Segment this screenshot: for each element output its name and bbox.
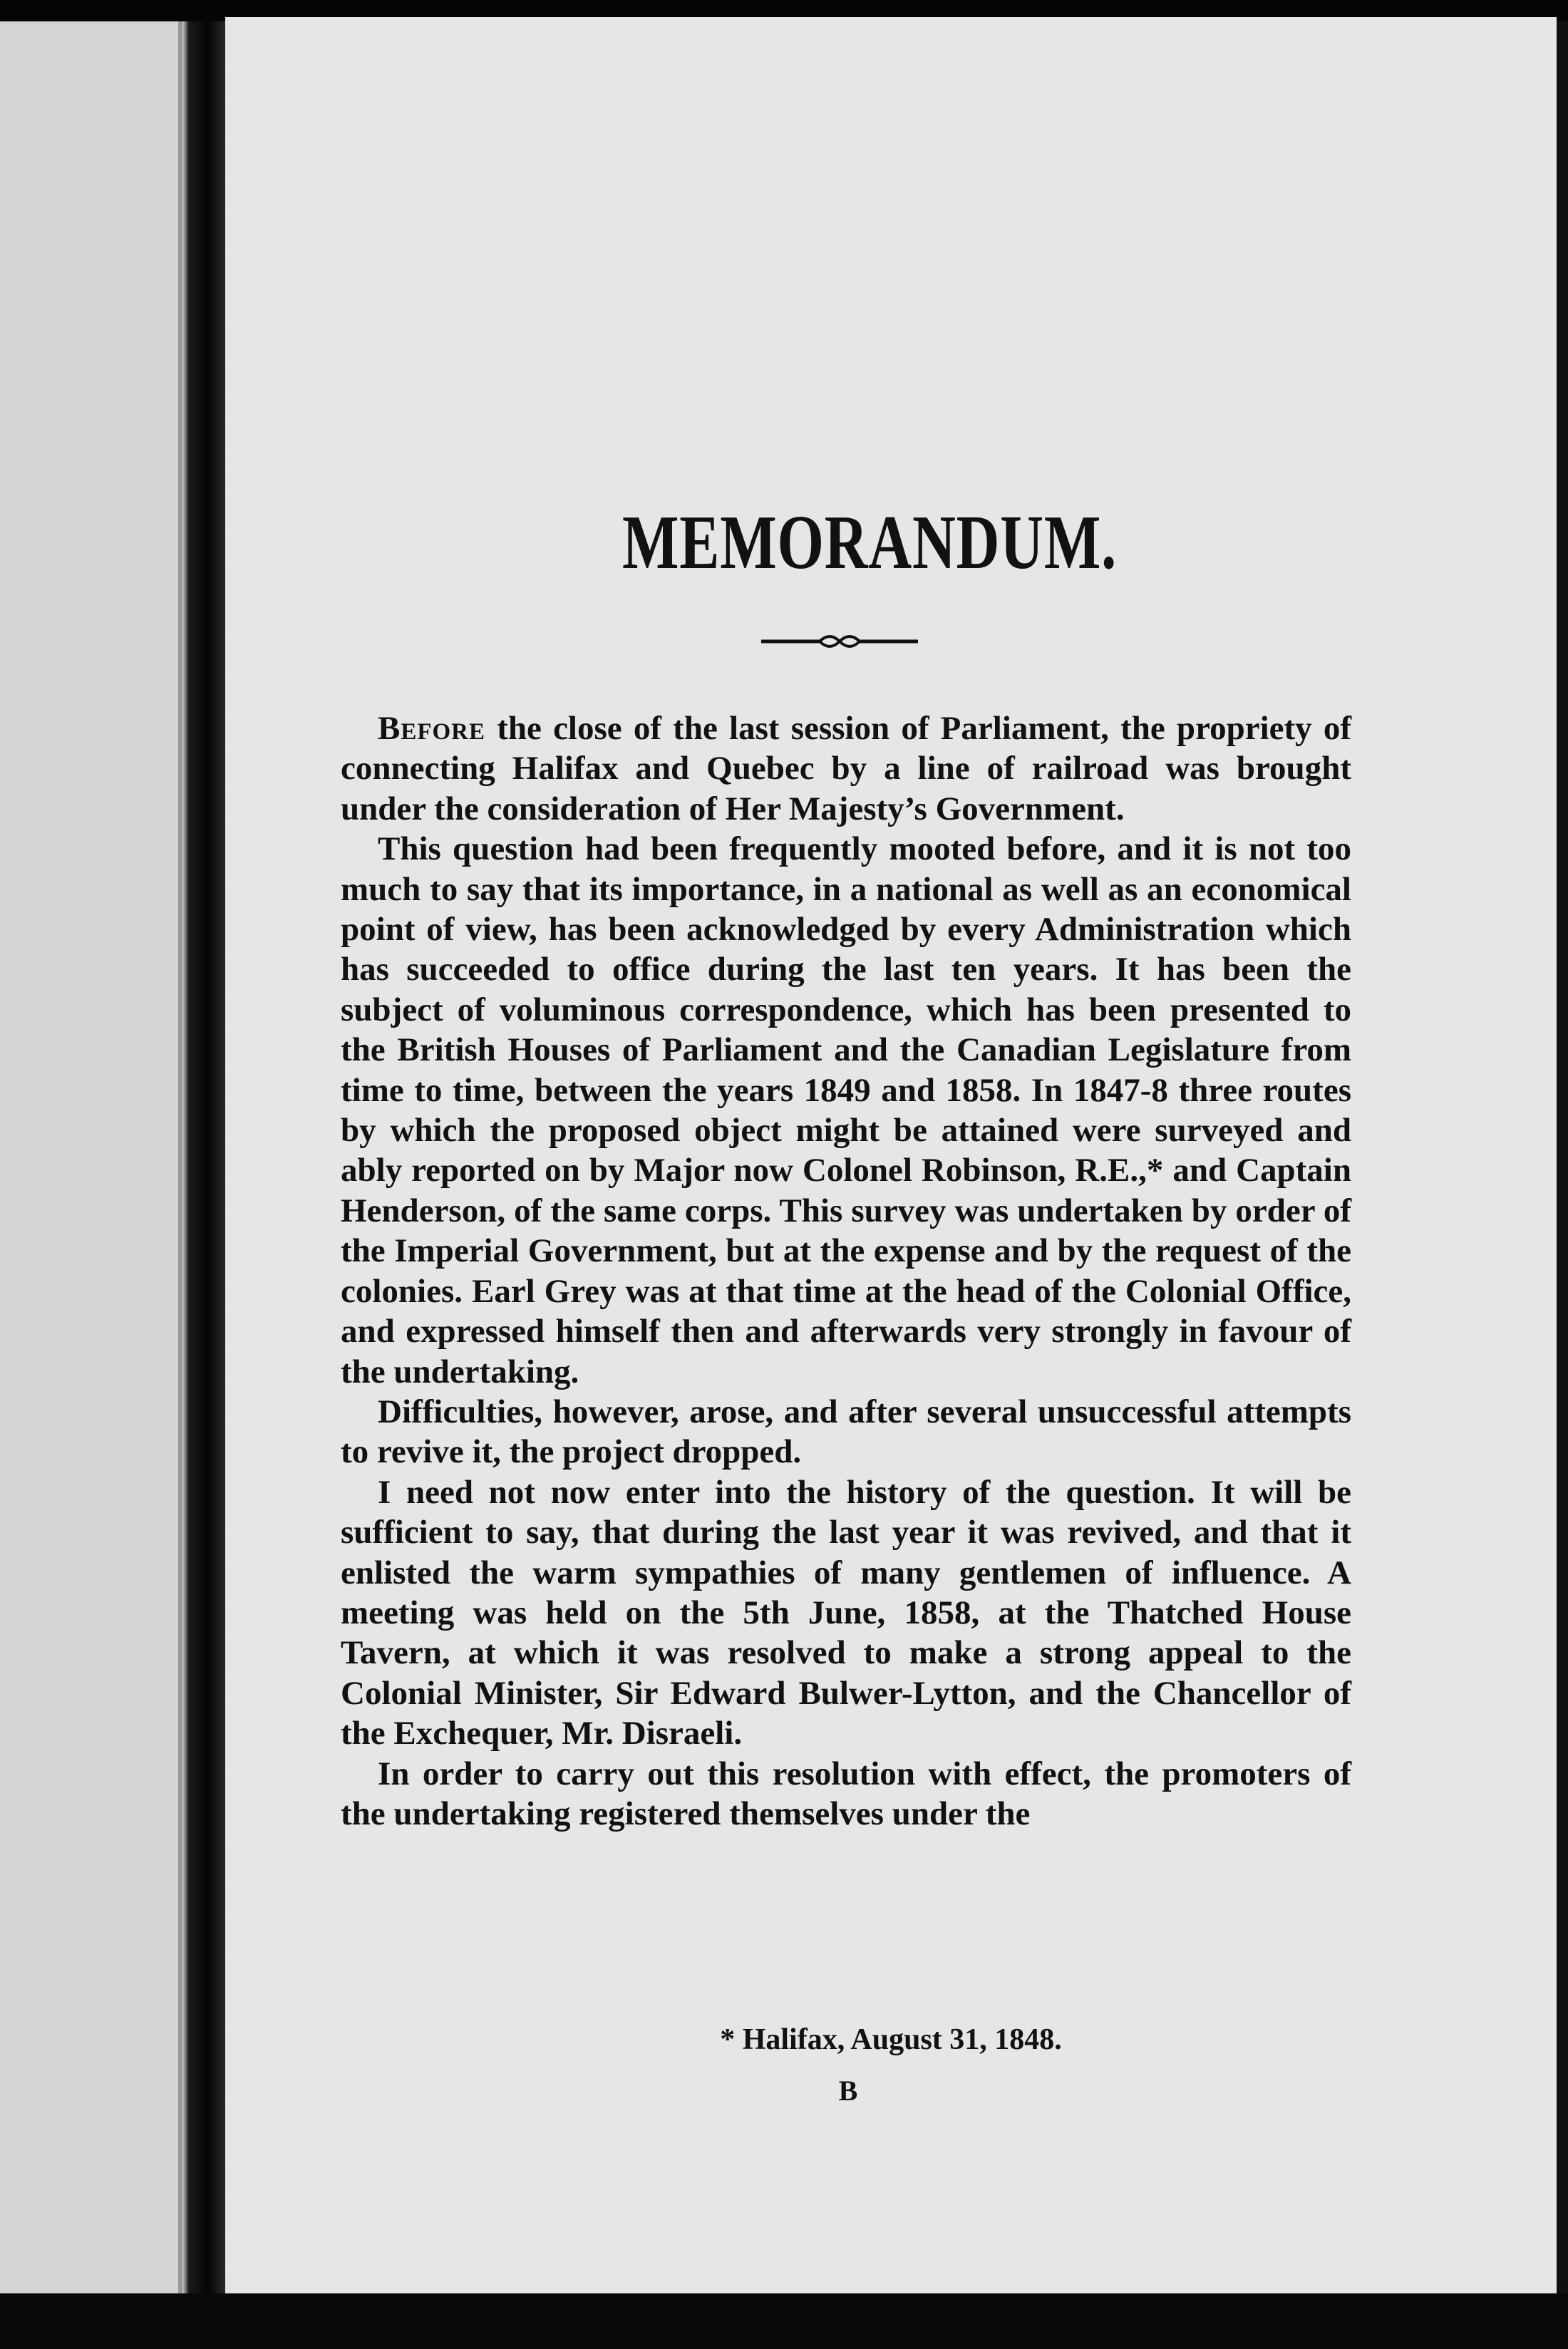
scan-bottom-border [0, 2293, 1568, 2349]
paragraph [341, 829, 1351, 1392]
paragraph-text: In order to carry out this resolution with effect, the promoters of the undertaking registered themselves under the [341, 1755, 1351, 1832]
paragraph [341, 1392, 1351, 1472]
paragraph [341, 1472, 1351, 1754]
page-title: MEMORANDUM. [621, 500, 1118, 585]
paragraph-text: the close of the last session of Parliament, the propriety of connecting Halifax and Quebec by a line of railroad was brought under the consideration of Her Majesty’s Government. [341, 710, 1351, 827]
paragraph-text: Difficulties, however, arose, and after several unsuccessful attempts to revive it, the project dropped. [341, 1393, 1351, 1471]
paragraph [341, 708, 1351, 829]
book-gutter [182, 21, 225, 2293]
signature-mark: B [838, 2075, 858, 2107]
paragraph-text: I need not now enter into the history of the question. It will be sufficient to say, that during the last year it was revived, and that it enlisted the warm sympathies of many gentlemen of influence. A meeting was held on the 5th June, 1858, at the Thatched House Tavern, at which it was resolved to make a strong appeal to the Colonial Minister, Sir Edward Bulwer-Lytton, and the Chancellor of the Exchequer, Mr. Disraeli. [341, 1473, 1351, 1752]
body-text [341, 708, 1351, 1834]
paragraph-lead: Before [378, 710, 486, 747]
ornament-divider-icon [761, 627, 918, 656]
footnote: * Halifax, August 31, 1848. [720, 2023, 1062, 2056]
scan-right-border [1557, 21, 1568, 2293]
paragraph-text: This question had been frequently mooted before, and it is not too much to say that its importance, in a national as well as an economical point of view, has been acknowledged by every Administration which has succeeded to office during the last ten years. It has been the subject of voluminous correspondence, which has been presented to the British Houses of Parliament and the Canadian Legislature from time to time, between the years 1849 and 1858. In 1847-8 three routes by which the proposed object might be attained were surveyed and ably reported on by Major now Colonel Robinson, R.E.,* and Captain Henderson, of the same corps. This survey was undertaken by order of the Imperial Government, but at the expense and by the request of the colonies. Earl Grey was at that time at the head of the Colonial Office, and expressed himself then and afterwards very strongly in favour of the undertaking. [341, 830, 1351, 1390]
paragraph [341, 1754, 1351, 1834]
facing-page-edge [0, 21, 182, 2293]
